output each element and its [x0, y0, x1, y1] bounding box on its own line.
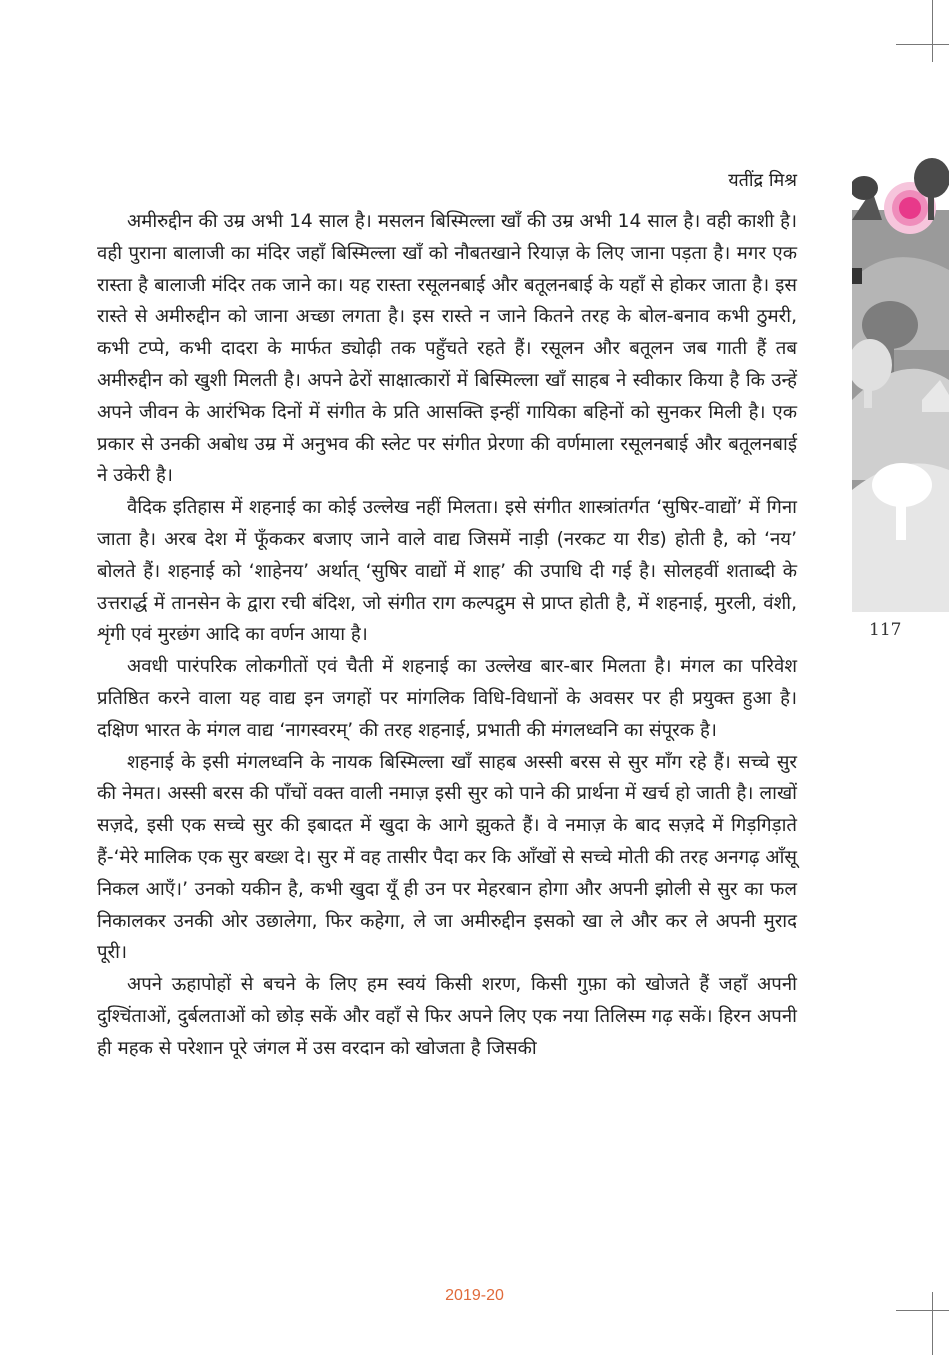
side-illustration [852, 150, 949, 612]
paragraph: अमीरुद्दीन की उम्र अभी 14 साल है। मसलन बिस्मिल्ला खाँ की उम्र अभी 14 साल है। वही काशी है। वही पुराना बालाजी का मंदिर जहाँ बिस्मिल्ला खाँ को नौबतखाने रियाज़ के लिए जाना पड़ता है। मगर एक रास्ता है बालाजी मंदिर तक जाने का। यह रास्ता रसूलनबाई और बतूलनबाई के यहाँ से होकर जाता है। इस रास्ते से अमीरुद्दीन को जाना अच्छा लगता है। इस रास्ते न जाने कितने तरह के बोल-बनाव कभी ठुमरी, कभी टप्पे, कभी दादरा के मार्फत ड्योढ़ी तक पहुँचते रहते हैं। रसूलन और बतूलन जब गाती हैं तब अमीरुद्दीन को खुशी मिलती है। अपने ढेरों साक्षात्कारों में बिस्मिल्ला खाँ साहब ने स्वीकार किया है कि उन्हें अपने जीवन के आरंभिक दिनों में संगीत के प्रति आसक्ति इन्हीं गायिका बहिनों को सुनकर मिली है। एक प्रकार से उनकी अबोध उम्र में अनुभव की स्लेट पर संगीत प्रेरणा की वर्णमाला रसूलनबाई और बतूलनबाई ने उकेरी है। [97, 211, 797, 487]
page-number: 117 [869, 620, 902, 640]
paragraph: वैदिक इतिहास में शहनाई का कोई उल्लेख नहीं मिलता। इसे संगीत शास्त्रांतर्गत ‘सुषिर-वाद्यों’ में गिना जाता है। अरब देश में फूँककर बजाए जाने वाले वाद्य जिसमें नाड़ी (नरकट या रीड) होती है, को ‘नय’ बोलते हैं। शहनाई को ‘शाहेनय’ अर्थात् ‘सुषिर वाद्यों में शाह’ की उपाधि दी गई है। सोलहवीं शताब्दी के उत्तरार्द्ध में तानसेन के द्वारा रची बंदिश, जो संगीत राग कल्पद्रुम से प्राप्त होती है, में शहनाई, मुरली, वंशी, शृंगी एवं मुरछंग आदि का वर्णन आया है। [97, 497, 797, 646]
author-name: यतींद्र मिश्र [728, 170, 797, 191]
main-text [97, 206, 797, 1065]
paragraph: अपने ऊहापोहों से बचने के लिए हम स्वयं किसी शरण, किसी गुफ़ा को खोजते हैं जहाँ अपनी दुश्चिंताओं, दुर्बलताओं को छोड़ सकें और वहाँ से फिर अपने लिए एक नया तिलिस्म गढ़ सकें। हिरन अपनी ही महक से परेशान पूरे जंगल में उस वरदान को खोजता है जिसकी [97, 974, 797, 1059]
paragraph: अवधी पारंपरिक लोकगीतों एवं चैती में शहनाई का उल्लेख बार-बार मिलता है। मंगल का परिवेश प्रतिष्ठित करने वाला यह वाद्य इन जगहों पर मांगलिक विधि-विधानों के अवसर पर ही प्रयुक्त हुआ है। दक्षिण भारत के मंगल वाद्य ‘नागस्वरम्’ की तरह शहनाई, प्रभाती की मंगलध्वनि का संपूरक है। [97, 656, 797, 741]
paragraph: शहनाई के इसी मंगलध्वनि के नायक बिस्मिल्ला खाँ साहब अस्सी बरस से सुर माँग रहे हैं। सच्चे सुर की नेमत। अस्सी बरस की पाँचों वक्त वाली नमाज़ इसी सुर को पाने की प्रार्थना में खर्च हो जाती है। लाखों सज़दे, इसी एक सच्चे सुर की इबादत में खुदा के आगे झुकते हैं। वे नमाज़ के बाद सज़दे में गिड़गिड़ाते हैं-‘मेरे मालिक एक सुर बख्श दे। सुर में वह तासीर पैदा कर कि आँखों से सच्चे मोती की तरह अनगढ़ आँसू निकल आएँ।’ उनको यकीन है, कभी खुदा यूँ ही उन पर मेहरबान होगा और अपनी झोली से सुर का फल निकालकर उनकी ओर उछालेगा, फिर कहेगा, ले जा अमीरुद्दीन इसको खा ले और कर ले अपनी मुराद पूरी। [97, 751, 797, 964]
crop-mark [896, 1310, 949, 1311]
crop-mark [896, 44, 949, 45]
footer-year: 2019-20 [445, 1287, 504, 1304]
crop-mark [932, 0, 933, 62]
